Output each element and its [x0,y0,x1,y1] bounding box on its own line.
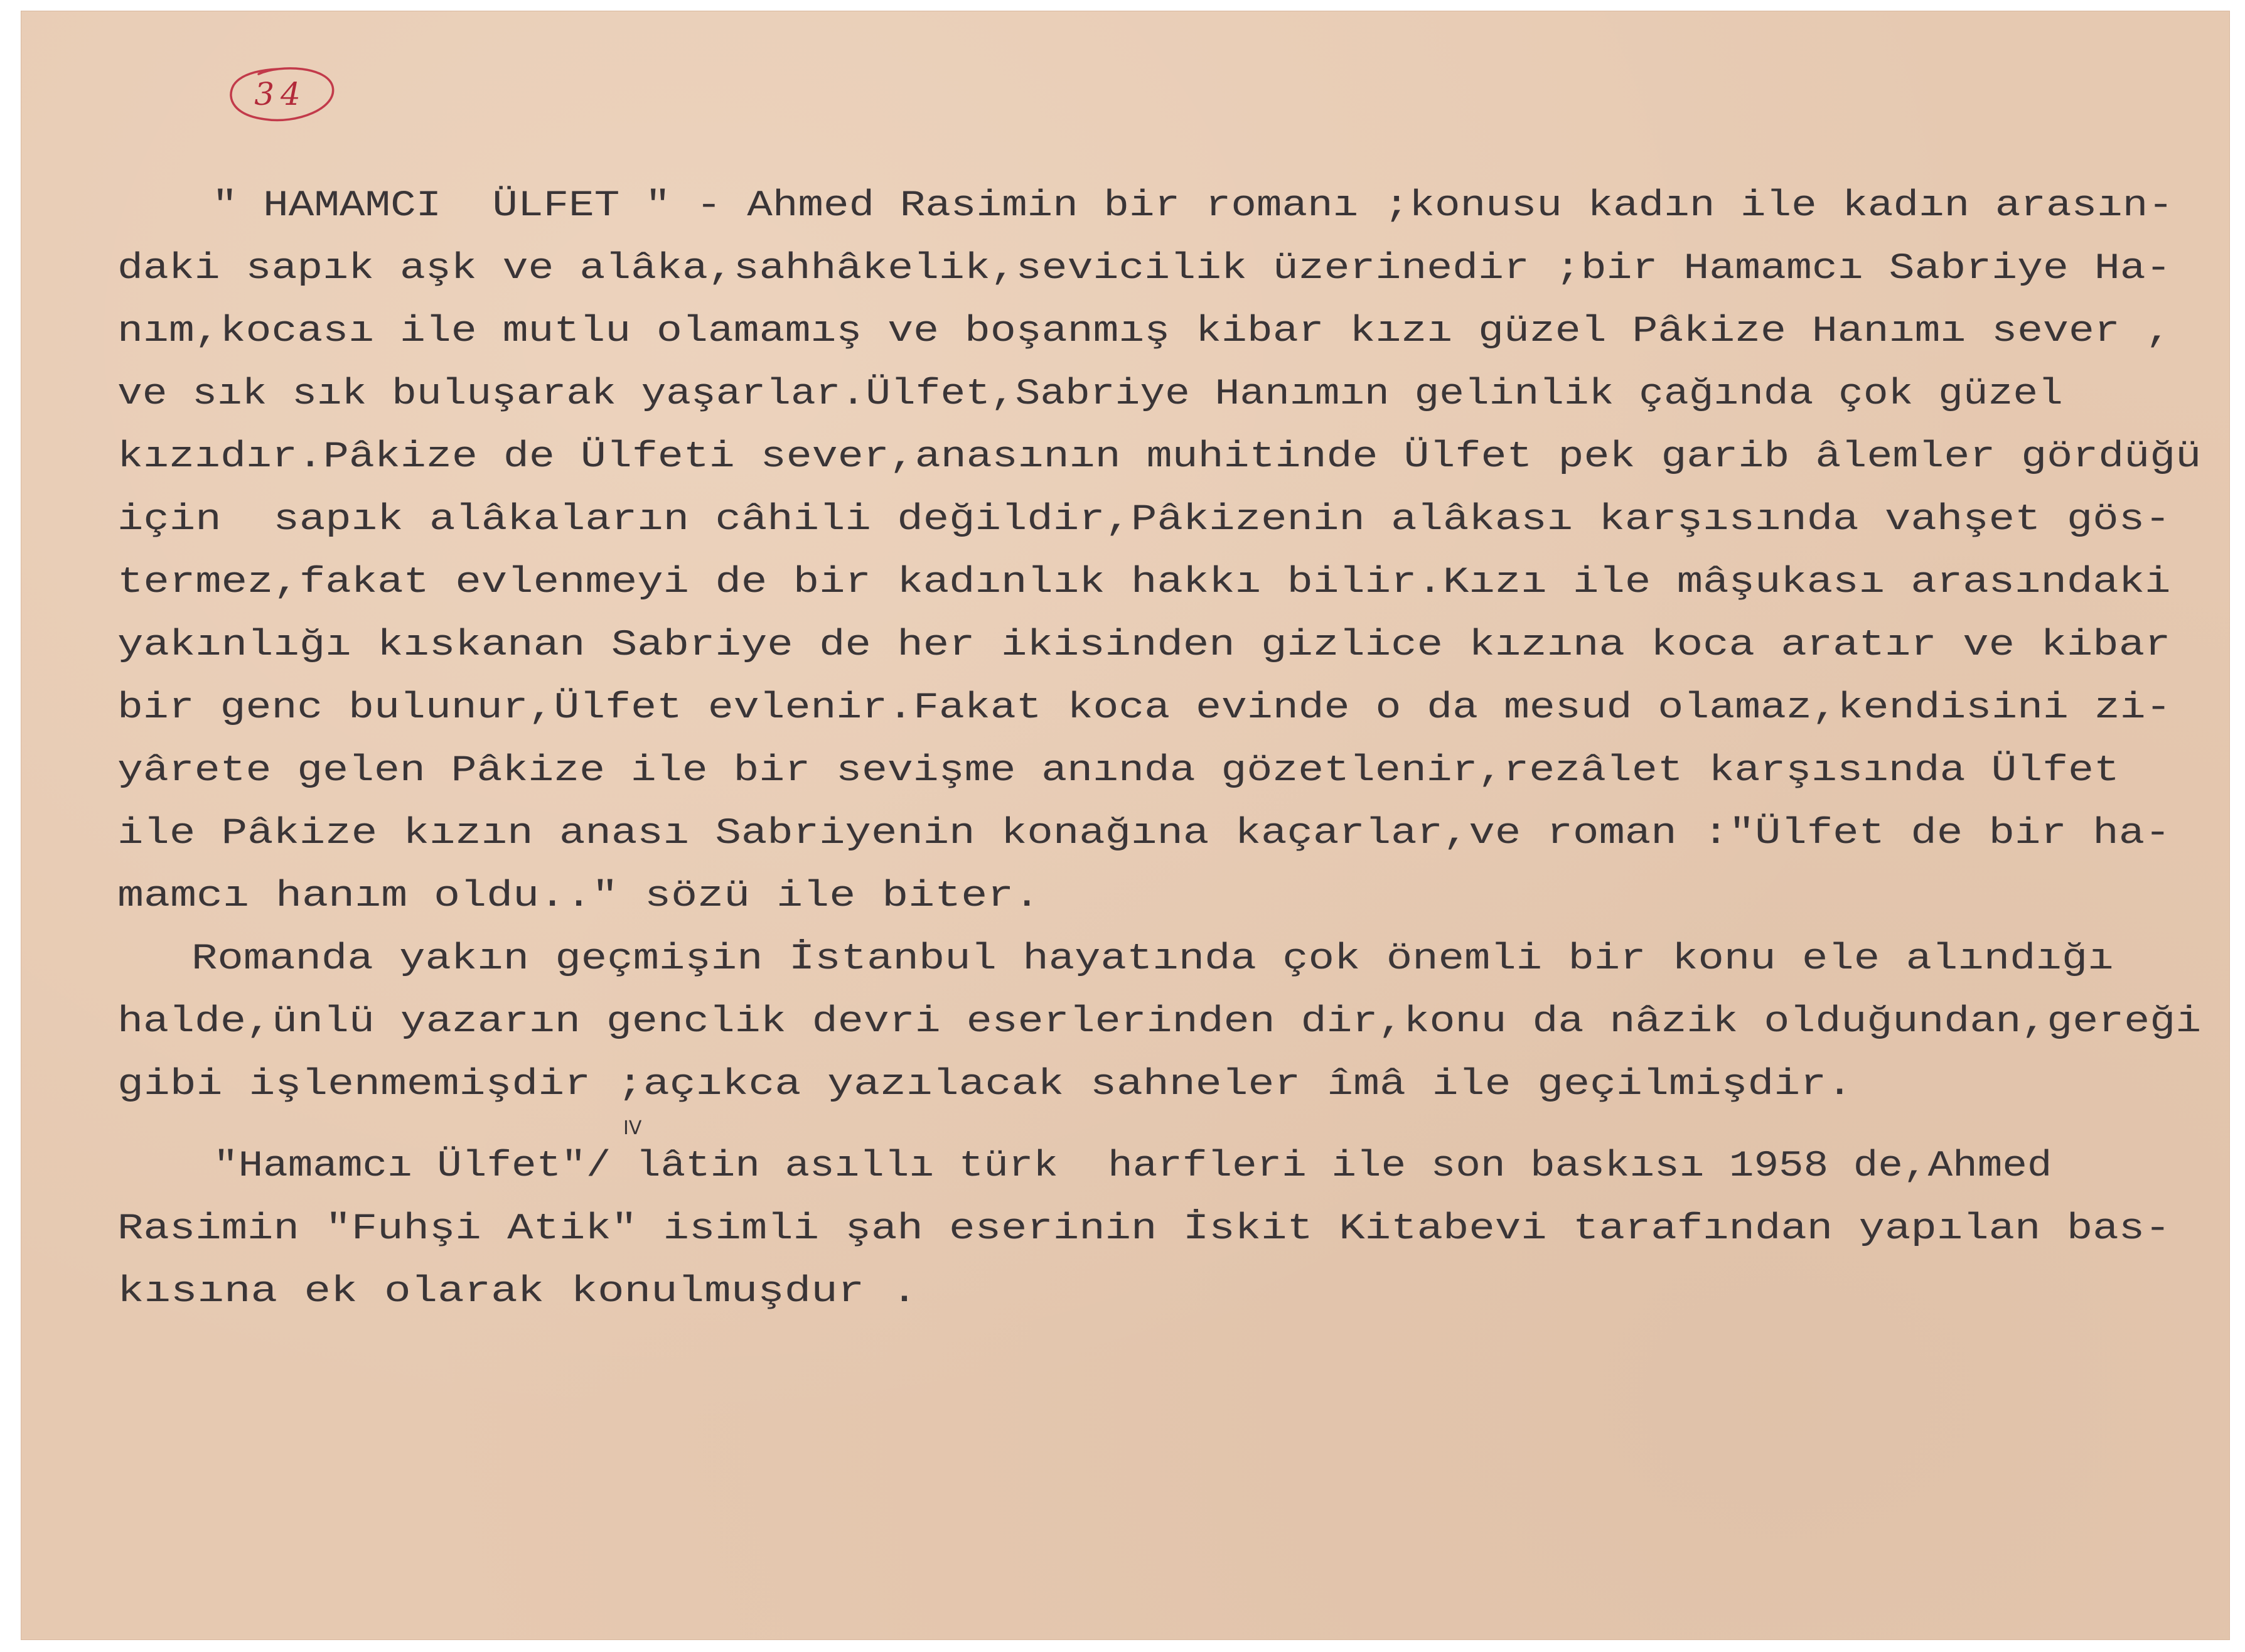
text-line-2: daki sapık aşk ve alâka,sahhâkelik,sevicilik üzerinedir ;bir Hamamcı Sabriye Ha- [117,249,2172,289]
text-line-7: termez,fakat evlenmeyi de bir kadınlık hakkı bilir.Kızı ile mâşukası arasındaki [117,562,2171,603]
page-number: 34 [254,76,307,112]
text-line-5: kızıdır.Pâkize de Ülfeti sever,anasının muhitinde Ülfet pek garib âlemler gördüğü [117,437,2202,478]
text-line-16: "Hamamcı Ülfet"/ lâtin asıllı türk harfleri ile son baskısı 1958 de,Ahmed [213,1146,2052,1187]
text-line-18: kısına ek olarak konulmuşdur . [117,1272,918,1312]
text-line-15: gibi işlenmemişdir ;açıkca yazılacak sahneler îmâ ile geçilmişdir. [117,1065,1853,1105]
page-number-circle [221,62,340,131]
text-line-6: için sapık alâkaların câhili değildir,Pâkizenin alâkası karşısında vahşet gös- [117,500,2171,540]
text-line-17: Rasimin "Fuhşi Atik" isimli şah eserinin İskit Kitabevi tarafından yapılan bas- [117,1209,2171,1250]
text-line-8: yakınlığı kıskanan Sabriye de her ikisinden gizlice kızına koca aratır ve kibar [117,625,2171,666]
text-line-9: bir genc bulunur,Ülfet evlenir.Fakat koca evinde o da mesud olamaz,kendisini zi- [117,688,2172,729]
text-line-3: nım,kocası ile mutlu olamamış ve boşanmış kibar kızı güzel Pâkize Hanımı sever , [117,311,2172,352]
text-line-12: mamcı hanım oldu.." sözü ile biter. [117,876,1041,917]
text-line-10: yârete gelen Pâkize ile bir sevişme anında gözetlenir,rezâlet karşısında Ülfet [117,751,2119,791]
text-line-1: " HAMAMCI ÜLFET " - Ahmed Rasimin bir romanı ;konusu kadın ile kadın arasın- [212,186,2173,227]
text-line-14: halde,ünlü yazarın genclik devri eserlerinden dir,konu da nâzik olduğundan,gereği [117,1002,2202,1043]
text-line-4: ve sık sık buluşarak yaşarlar.Ülfet,Sabriye Hanımın gelinlik çağında çok güzel [117,374,2063,415]
handwritten-insertion-mark: IV [623,1117,642,1139]
text-line-11: ile Pâkize kızın anası Sabriyenin konağına kaçarlar,ve roman :"Ülfet de bir ha- [117,813,2171,854]
text-line-13: Romanda yakın geçmişin İstanbul hayatında çok önemli bir konu ele alındığı [191,939,2114,980]
typed-document-page [21,11,2229,1639]
